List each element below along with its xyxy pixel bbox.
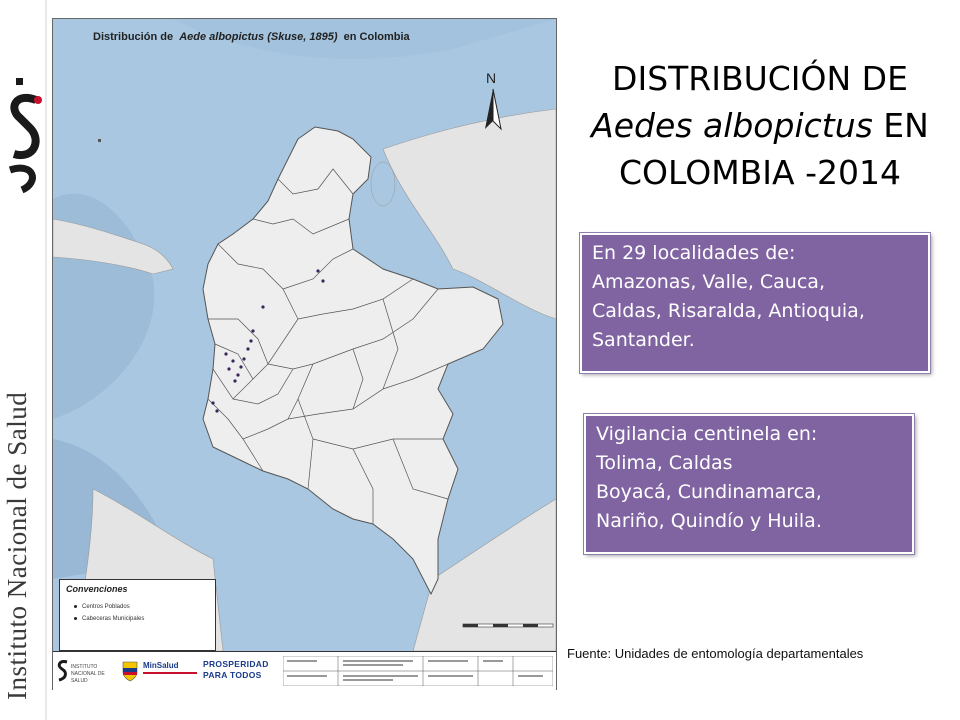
brand-band [0, 0, 48, 720]
callout-line: Nariño, Quindío y Huila. [596, 510, 822, 532]
coat-of-arms-icon [121, 660, 139, 682]
map-title: Distribución de Aede albopictus (Skuse, 1895) en Colombia [93, 31, 410, 43]
surveillance-callout [584, 414, 914, 554]
slide-title [570, 55, 950, 196]
title-line-3: COLOMBIA -2014 [619, 153, 901, 192]
legend-item: Cabeceras Municipales [74, 616, 144, 622]
localities-callout [580, 233, 930, 373]
prosperidad-logo: PROSPERIDAD PARA TODOS [203, 658, 275, 684]
minsalud-logo: MinSalud [121, 658, 201, 684]
legend-title: Convenciones [66, 584, 128, 594]
callout-line: Caldas, Risaralda, Antioquia, [592, 300, 865, 322]
ins-small-logo-icon [57, 658, 69, 684]
callout-line: Tolima, Caldas [596, 452, 733, 474]
map-image [52, 18, 557, 690]
callout-line: Santander. [592, 329, 695, 351]
brand-divider [45, 0, 47, 720]
scale-bar [463, 624, 553, 627]
map-footer [53, 651, 556, 690]
title-line-1: DISTRIBUCIÓN DE [612, 59, 908, 98]
callout-line: Boyacá, Cundinamarca, [596, 481, 822, 503]
callout-line: Amazonas, Valle, Cauca, [592, 271, 825, 293]
source-note: Fuente: Unidades de entomología departamentales [567, 646, 864, 661]
map-metadata-table [283, 656, 553, 686]
callout-line: Vigilancia centinela en: [596, 423, 818, 445]
title-line-2: Aedes albopictus EN [591, 106, 929, 145]
north-label: N [486, 70, 497, 86]
map-legend [59, 579, 216, 651]
brand-vertical-text: Instituto Nacional de Salud [2, 391, 32, 700]
legend-item: Centros Poblados [74, 604, 130, 610]
ins-footer-logo: INSTITUTO NACIONAL DE SALUD [57, 656, 117, 686]
callout-line: En 29 localidades de: [592, 242, 796, 264]
ins-s-logo-icon [4, 78, 44, 198]
